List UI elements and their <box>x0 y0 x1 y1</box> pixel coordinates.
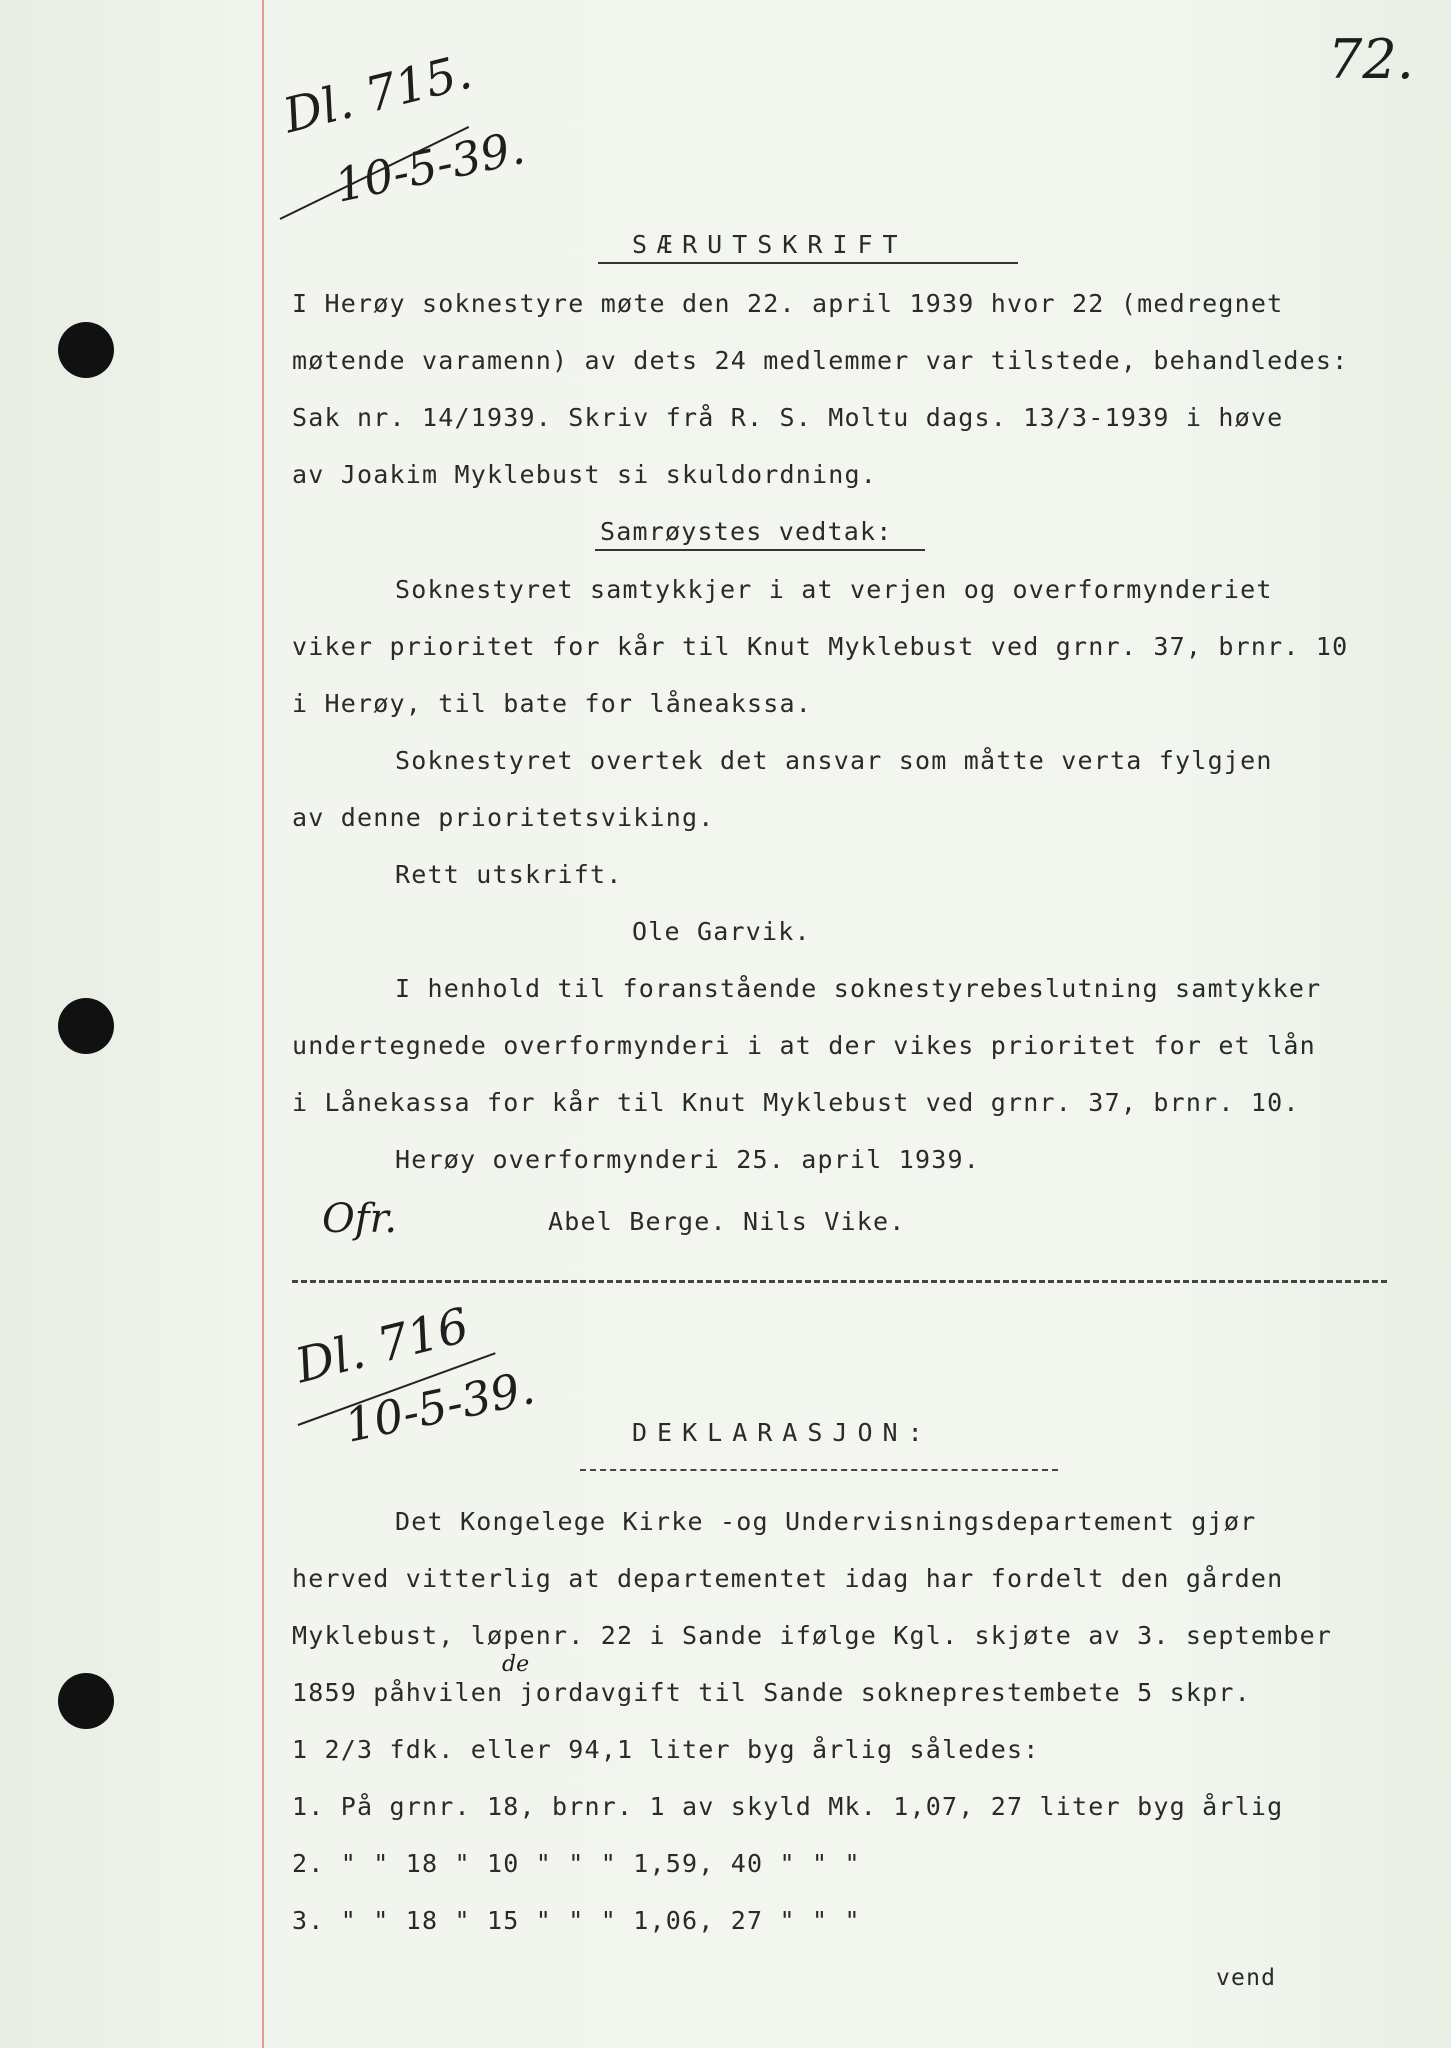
declaration-line: 1859 påhvilen jordavgift til Sande sokneprestembete 5 skpr. <box>292 1678 1251 1707</box>
body-line: i Herøy, til bate for låneakssa. <box>292 689 813 718</box>
section1-line: av Joakim Myklebust si skuldordning. <box>292 460 878 489</box>
signatures: Abel Berge. Nils Vike. <box>548 1207 906 1236</box>
stamp-2-line1: Dl. 716 <box>290 1297 475 1395</box>
allocation-row: 2. " " 18 " 10 " " " 1,59, 40 " " " <box>292 1849 861 1878</box>
section1-line: I Herøy soknestyre møte den 22. april 1939 hvor 22 (medregnet <box>292 289 1284 318</box>
body-line: Soknestyret overtek det ansvar som måtte verta fylgjen <box>395 746 1273 775</box>
declaration-line: herved vitterlig at departementet idag har fordelt den gården <box>292 1564 1284 1593</box>
stamp-2-line2: 10-5-39. <box>340 1360 540 1453</box>
section1-line: møtende varamenn) av dets 24 medlemmer var tilstede, behandledes: <box>292 346 1349 375</box>
punch-hole <box>58 322 114 378</box>
body-line: Rett utskrift. <box>395 860 623 889</box>
page-footer: vend <box>1216 1965 1277 1991</box>
subheading-underline <box>595 549 925 551</box>
section2-heading-underline <box>580 1469 1058 1471</box>
page-number: 72. <box>1328 28 1414 91</box>
body-line: Soknestyret samtykkjer i at verjen og overformynderiet <box>395 575 1273 604</box>
section1-line: Sak nr. 14/1939. Skriv frå R. S. Moltu dags. 13/3-1939 i høve <box>292 403 1284 432</box>
signature-mark: Ofr. <box>322 1196 398 1242</box>
insertion-mark: de <box>502 1652 530 1677</box>
body-line: av denne prioritetsviking. <box>292 803 715 832</box>
body-line: Herøy overformynderi 25. april 1939. <box>395 1145 981 1174</box>
allocation-row: 3. " " 18 " 15 " " " 1,06, 27 " " " <box>292 1906 861 1935</box>
punch-hole <box>58 1673 114 1729</box>
section1-heading: SÆRUTSKRIFT <box>632 230 908 259</box>
body-line: viker prioritet for kår til Knut Myklebust ved grnr. 37, brnr. 10 <box>292 632 1349 661</box>
body-line: undertegnede overformynderi i at der vikes prioritet for et lån <box>292 1031 1316 1060</box>
section2-heading: DEKLARASJON: <box>632 1418 933 1447</box>
stamp-1-line2: 10-5-39. <box>330 120 530 213</box>
stamp-1-line1: Dl. 715. <box>278 43 478 145</box>
allocation-row: 1. På grnr. 18, brnr. 1 av skyld Mk. 1,07, 27 liter byg årlig <box>292 1792 1284 1821</box>
signature-line: Ole Garvik. <box>632 917 811 946</box>
body-line: i Lånekassa for kår til Knut Myklebust ved grnr. 37, brnr. 10. <box>292 1088 1300 1117</box>
declaration-line: Myklebust, løpenr. 22 i Sande ifølge Kgl. skjøte av 3. september <box>292 1621 1333 1650</box>
section-divider <box>292 1280 1387 1283</box>
declaration-line: 1 2/3 fdk. eller 94,1 liter byg årlig således: <box>292 1735 1040 1764</box>
punch-hole <box>58 998 114 1054</box>
margin-rule <box>262 0 264 2048</box>
section1-heading-underline <box>598 262 1018 264</box>
declaration-line: Det Kongelege Kirke -og Undervisningsdepartement gjør <box>395 1507 1257 1536</box>
section1-subheading: Samrøystes vedtak: <box>600 517 893 546</box>
body-line: I henhold til foranstående soknestyrebeslutning samtykker <box>395 974 1322 1003</box>
